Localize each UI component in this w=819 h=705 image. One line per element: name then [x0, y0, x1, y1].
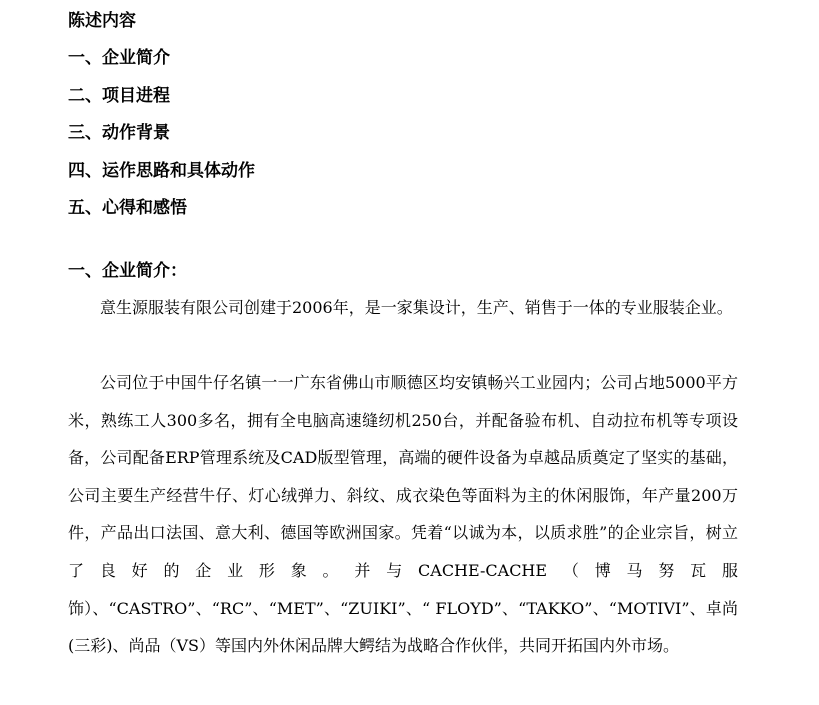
toc-item-reflections: 五、心得和感悟 — [68, 198, 187, 218]
toc-item-company-intro: 一、企业简介 — [68, 48, 170, 68]
toc-item-project-progress: 二、项目进程 — [68, 85, 170, 106]
toc-title: 陈述内容 — [68, 11, 136, 31]
toc-item-action-background: 三、动作背景 — [68, 123, 170, 143]
toc-list — [68, 46, 255, 234]
toc-item-operation-ideas: 四、运作思路和具体动作 — [68, 160, 255, 181]
section-heading-company-intro: 一、企业简介： — [68, 261, 187, 281]
paragraph-company-details: 公司位于中国牛仔名镇一一广东省佛山市顺德区均安镇畅兴工业园内；公司占地5000平方米，熟练工人300多名，拥有全电脑高速缝纫机250台，并配备验布机、自动拉布机等专项设备，公司配备ERP管理系统及CAD版型管理，高端的硬件设备为卓越品质奠定了坚实的基础，公司主要生产经营牛仔、灯心绒弹力、斜纹、成衣染色等面料为主的休闲服饰，年产量200万件，产品出口法国、意大利、德国等欧洲国家。凭着“以诚为本，以质求胜”的企业宗旨，树立了良好的企业形象。并与CACHE-CACHE（博马努瓦服饰）、“CASTRO”、“RC”、“MET”、“ZUIKI”、“ FLOYD”、“TAKKO”、“MOTIVI”、卓尚(三彩)、尚品（VS）等国内外休闲品牌大鳄结为战略合作伙伴，共同开拓国内外市场。 — [68, 373, 738, 656]
paragraph-company-overview: 意生源服装有限公司创建于2006年，是一家集设计，生产、销售于一体的专业服装企业。 — [100, 298, 733, 317]
